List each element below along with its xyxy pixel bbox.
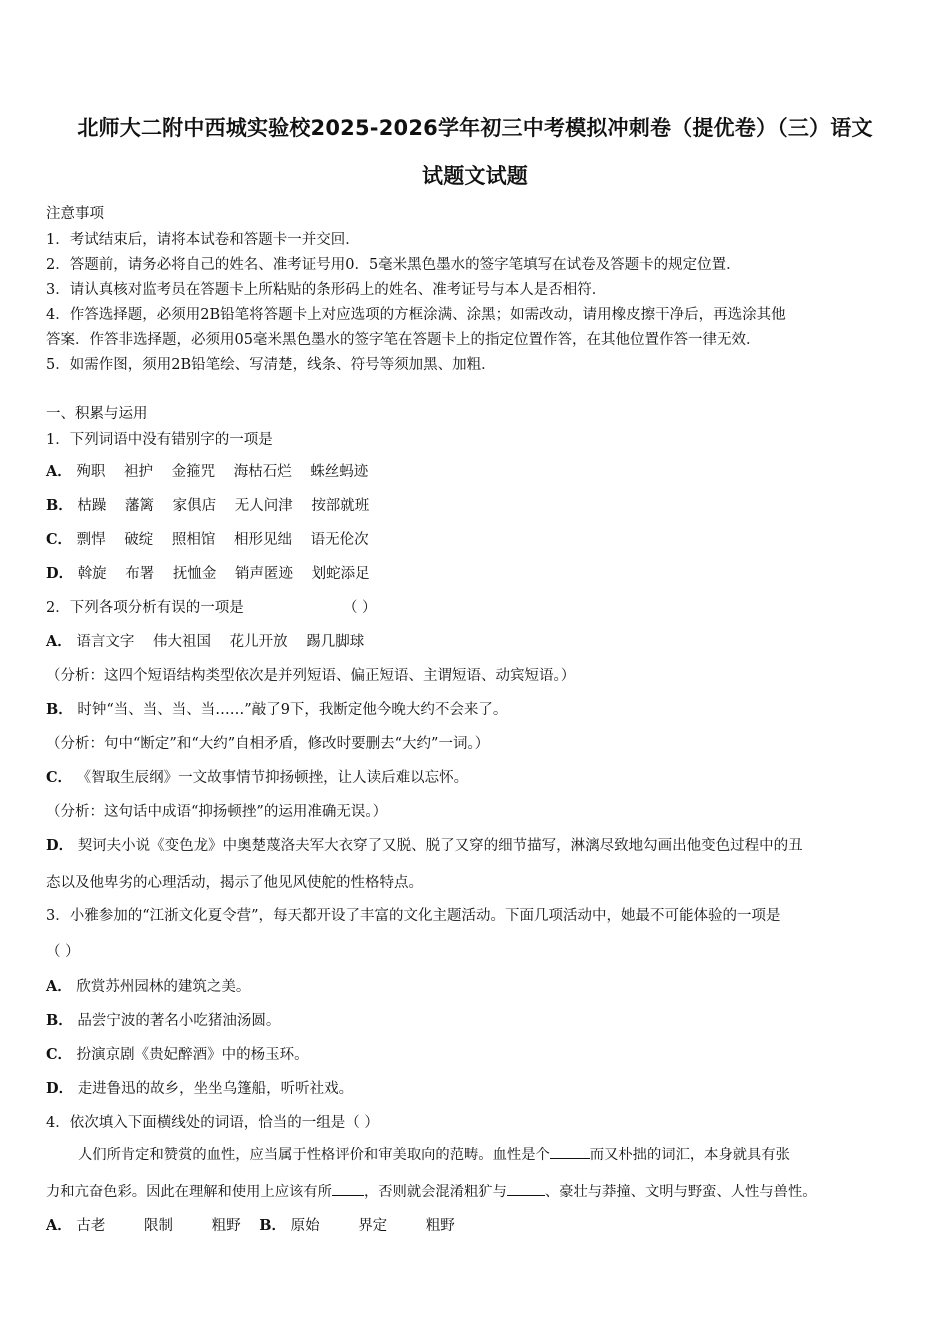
q2-analysis-b: （分析：句中“断定”和“大约”自相矛盾，修改时要删去“大约”一词。）	[46, 736, 490, 752]
question-4-stem: 4．依次填入下面横线处的词语，恰当的一组是（ ）	[46, 1115, 379, 1131]
option-label: C．	[46, 769, 73, 786]
option-word: 金箍咒	[171, 464, 216, 480]
q2-option-b	[46, 698, 507, 719]
option-word: 花儿开放	[229, 634, 288, 650]
option-word: 销声匿迹	[235, 566, 294, 582]
option-label: C．	[46, 531, 73, 548]
option-label: D．	[46, 837, 74, 854]
option-word: 语无伦次	[310, 532, 369, 548]
option-label: D．	[46, 1080, 74, 1097]
option-word: 蛛丝蚂迹	[310, 464, 369, 480]
question-3-stem: 3．小雅参加的“江浙文化夏令营”，每天都开设了丰富的文化主题活动。下面几项活动中，她最不可能体验的一项是	[46, 908, 781, 924]
option-word: 粗野	[425, 1218, 455, 1234]
q4-passage-line2	[46, 1181, 817, 1201]
option-label: A．	[46, 463, 72, 480]
notice-item: 1．考试结束后，请将本试卷和答题卡一并交回．	[46, 232, 360, 248]
fill-blank	[550, 1146, 590, 1159]
option-word: 剽悍	[76, 532, 106, 548]
q2-stem-text: 2．下列各项分析有误的一项是	[46, 600, 244, 616]
q2-option-d	[46, 834, 803, 855]
option-word: 无人问津	[234, 498, 293, 514]
section-heading: 一、积累与运用	[46, 406, 148, 422]
option-label: B．	[46, 701, 73, 718]
option-word: 限制	[143, 1218, 173, 1234]
option-word: 袒护	[123, 464, 153, 480]
notice-heading: 注意事项	[46, 206, 104, 222]
option-text: 《智取生辰纲》一文故事情节抑扬顿挫，让人读后难以忘怀。	[76, 770, 469, 786]
option-word: 海枯石烂	[233, 464, 292, 480]
q2-option-d-continued: 态以及他卑劣的心理活动，揭示了他见风使舵的性格特点。	[46, 875, 423, 891]
q1-option-d	[46, 562, 370, 583]
q4-passage-line1	[78, 1144, 790, 1164]
option-word: 语言文字	[76, 634, 135, 650]
q4-options	[46, 1214, 455, 1235]
option-word: 藩篱	[124, 498, 154, 514]
option-label: D．	[46, 565, 74, 582]
option-label: B．	[46, 497, 73, 514]
option-word: 原始	[290, 1218, 320, 1234]
q2-analysis-a: （分析：这四个短语结构类型依次是并列短语、偏正短语、主谓短语、动宾短语。）	[46, 668, 576, 684]
option-word: 破绽	[124, 532, 154, 548]
q1-option-c	[46, 528, 369, 549]
q2-option-a	[46, 630, 364, 651]
option-word: 殉职	[76, 464, 106, 480]
fill-blank	[332, 1183, 364, 1196]
option-text: 品尝宁波的著名小吃猪油汤圆。	[77, 1013, 281, 1029]
option-word: 抚恤金	[172, 566, 217, 582]
passage-text: 而又朴拙的词汇，本身就具有张	[589, 1147, 790, 1163]
option-word: 古老	[76, 1218, 106, 1234]
answer-paren: （ ）	[46, 944, 80, 960]
passage-text: 人们所肯定和赞赏的血性，应当属于性格评价和审美取向的范畴。血性是个	[78, 1147, 550, 1163]
notice-item: 3．请认真核对监考员在答题卡上所粘贴的条形码上的姓名、准考证号与本人是否相符．	[46, 282, 607, 298]
option-word: 按部就班	[311, 498, 370, 514]
option-text: 扮演京剧《贵妃醉酒》中的杨玉环。	[76, 1047, 309, 1063]
option-label: A．	[46, 1217, 72, 1234]
passage-text: 力和亢奋色彩。因此在理解和使用上应该有所	[46, 1184, 332, 1200]
option-label: A．	[46, 633, 72, 650]
option-label: B．	[46, 1012, 73, 1029]
q3-option-d	[46, 1077, 353, 1098]
option-word: 布署	[125, 566, 155, 582]
option-word: 枯躁	[77, 498, 107, 514]
option-word: 粗野	[211, 1218, 241, 1234]
answer-paren: （ ）	[342, 600, 377, 616]
option-text: 契诃夫小说《变色龙》中奥楚蔑洛夫军大衣穿了又脱、脱了又穿的细节描写，淋漓尽致地勾画出他变色过程中的丑	[77, 838, 803, 854]
q1-option-b	[46, 494, 369, 515]
passage-text: ，否则就会混淆粗犷与	[363, 1184, 507, 1200]
option-word: 划蛇添足	[311, 566, 370, 582]
exam-title-line1: 北师大二附中西城实验校2025-2026学年初三中考模拟冲刺卷（提优卷）（三）语文	[77, 116, 873, 140]
notice-item: 2．答题前，请务必将自己的姓名、准考证号用0．5毫米黑色墨水的签字笔填写在试卷及答题卡的规定位置．	[46, 257, 741, 273]
option-word: 照相馆	[171, 532, 216, 548]
option-label: B．	[259, 1217, 286, 1234]
option-word: 伟大祖国	[152, 634, 211, 650]
q2-analysis-c: （分析：这句话中成语“抑扬顿挫”的运用准确无误。）	[46, 804, 388, 820]
option-word: 相形见绌	[233, 532, 292, 548]
notice-item: 4．作答选择题，必须用2B铅笔将答题卡上对应选项的方框涂满、涂黑；如需改动，请用橡皮擦干净后，再选涂其他	[46, 307, 786, 323]
q3-option-b	[46, 1009, 280, 1030]
option-word: 斡旋	[77, 566, 107, 582]
option-text: 欣赏苏州园林的建筑之美。	[76, 979, 251, 995]
q3-option-a	[46, 975, 250, 996]
option-word: 界定	[358, 1218, 388, 1234]
notice-item: 答案．作答非选择题，必须用05毫米黑色墨水的签字笔在答题卡上的指定位置作答，在其他位置作答一律无效．	[46, 332, 761, 348]
q3-option-c	[46, 1043, 309, 1064]
q1-option-a	[46, 460, 368, 481]
option-word: 踢几脚球	[306, 634, 365, 650]
option-label: A．	[46, 978, 72, 995]
option-text: 时钟“当、当、当、当……”敲了9下，我断定他今晚大约不会来了。	[77, 702, 508, 718]
exam-title-line2: 试题文试题	[422, 164, 528, 188]
option-word: 家俱店	[172, 498, 217, 514]
notice-item: 5．如需作图，须用2B铅笔绘、写清楚，线条、符号等须加黑、加粗．	[46, 357, 496, 373]
question-1-stem: 1．下列词语中没有错别字的一项是	[46, 432, 273, 448]
passage-text: 、豪壮与莽撞、文明与野蛮、人性与兽性。	[544, 1184, 817, 1200]
option-text: 走进鲁迅的故乡，坐坐乌篷船，听听社戏。	[77, 1081, 354, 1097]
question-2-stem	[46, 596, 377, 617]
option-label: C．	[46, 1046, 73, 1063]
q2-option-c	[46, 766, 468, 787]
fill-blank	[507, 1183, 545, 1196]
